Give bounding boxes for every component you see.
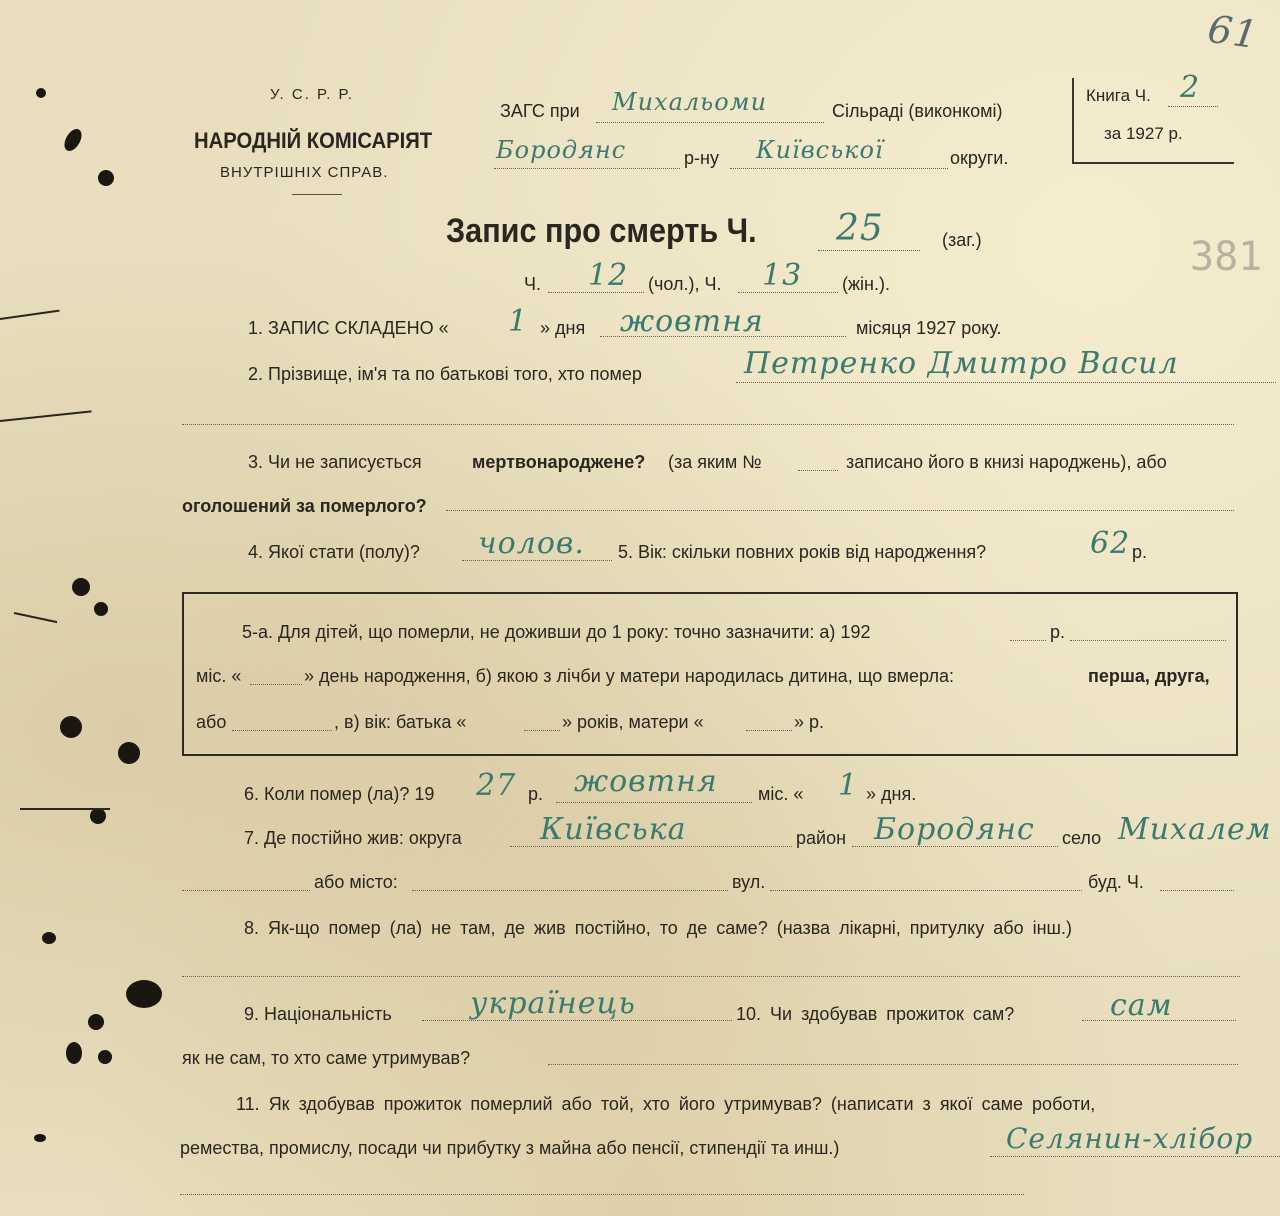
f1-month-line — [600, 336, 846, 337]
raion-label: р-ну — [684, 148, 719, 168]
punch-hole — [72, 578, 90, 596]
f4-age-end: р. — [1132, 542, 1148, 562]
punch-hole — [98, 1050, 112, 1064]
book-line — [1168, 106, 1218, 107]
f5a-line3d: » р. — [794, 712, 825, 732]
book-value: 2 — [1180, 70, 1201, 105]
f9-nationality: українець — [470, 986, 636, 1021]
f5a-line3c: » років, матери « — [562, 712, 704, 732]
punch-hole — [61, 126, 85, 154]
f4-age: 62 — [1090, 526, 1131, 561]
male-label: (чол.), Ч. — [648, 274, 722, 294]
f11-line2: ремества, промислу, посади чи прибутку з майна або пенсії, стипендії та инш.) — [180, 1138, 840, 1158]
f7-city-label: або місто: — [314, 872, 398, 892]
f3-mid: (за яким № — [668, 452, 762, 472]
f3-end: записано його в книзі народжень), або — [846, 452, 1167, 472]
f5a-line1-end: р. — [1050, 622, 1066, 642]
f1-month: жовтня — [620, 304, 764, 339]
punch-hole — [34, 1134, 46, 1142]
council-label: Сільраді (виконкомі) — [832, 101, 1003, 121]
f7-okrug-line — [510, 846, 792, 847]
record-number-line — [818, 250, 920, 251]
f2-label: 2. Прізвище, ім'я та по батькові того, хто помер — [248, 364, 642, 384]
commissariat-title: НАРОДНІЙ КОМІСАРІЯТ — [194, 128, 433, 153]
raion-value: Бородянс — [496, 136, 627, 164]
f3-label: 3. Чи не записується — [248, 452, 422, 472]
paper-tear — [20, 808, 110, 810]
f6-label: 6. Коли помер (ла)? 19 — [244, 784, 435, 804]
f6-month-line — [556, 802, 752, 803]
punch-hole — [42, 932, 56, 944]
f4-age-label: 5. Вік: скільки повних років від народження? — [618, 542, 987, 562]
punch-hole — [90, 808, 106, 824]
record-number: 25 — [836, 208, 884, 249]
f6-r: р. — [528, 784, 544, 804]
f6-month: жовтня — [574, 764, 718, 799]
f10-line — [1082, 1020, 1236, 1021]
f7-raion: Бородянс — [874, 812, 1035, 847]
archive-mark: 61 — [1205, 6, 1262, 58]
stamp-number: 381 — [1190, 234, 1263, 280]
punch-hole — [118, 742, 140, 764]
punch-hole — [66, 1042, 82, 1064]
f5a-father-line — [524, 730, 560, 731]
punch-hole — [126, 980, 162, 1008]
f4-label: 4. Якої стати (полу)? — [248, 542, 420, 562]
f1-day: 1 — [508, 304, 529, 339]
f10-self: сам — [1110, 988, 1173, 1023]
f7-okrug: Київська — [540, 812, 687, 847]
book-label: Книга Ч. — [1086, 86, 1151, 105]
f9-label: 9. Національність — [244, 1004, 392, 1024]
f1-mid: » дня — [540, 318, 586, 338]
female-label: (жін.). — [842, 274, 890, 294]
f11-occ-line — [990, 1156, 1280, 1157]
male-line — [548, 292, 644, 293]
paper-tear — [14, 612, 57, 623]
f6-year: 27 — [476, 768, 517, 803]
f3-num-line — [798, 470, 838, 471]
f2-line — [736, 382, 1276, 383]
f5a-mother-line — [746, 730, 792, 731]
f6-end: » дня. — [866, 784, 917, 804]
f7-selo: Михалем — [1118, 812, 1272, 847]
f6-day: 1 — [838, 768, 859, 803]
f7-city-line — [412, 890, 728, 891]
f1-label: 1. ЗАПИС СКЛАДЕНО « — [248, 318, 449, 338]
ch-label: Ч. — [524, 274, 541, 294]
f11-line3 — [180, 1194, 1024, 1195]
f4-sex: чолов. — [478, 526, 585, 561]
f3-line2 — [446, 510, 1234, 511]
male-number: 12 — [588, 258, 629, 293]
okrug-value: Київської — [756, 136, 884, 164]
f11-occupation: Селянин-хлібор — [1006, 1122, 1254, 1155]
f2-line2 — [182, 424, 1234, 425]
zags-label: ЗАГС при — [500, 101, 580, 121]
f7-raion-line — [852, 846, 1058, 847]
year-label: за 1927 р. — [1104, 124, 1183, 143]
f8-label: 8. Як-що помер (ла) не там, де жив постійно, то де саме? (назва лікарні, притулку або інш.) — [244, 918, 1072, 938]
f7-city-pre-line — [182, 890, 310, 891]
f7-label: 7. Де постійно жив: округа — [244, 828, 462, 848]
f2-name: Петренко Дмитро Васил — [744, 346, 1179, 381]
f10-line2: як не сам, то хто саме утримував? — [182, 1048, 471, 1068]
f11-line1: 11. Як здобував прожиток померлий або той, хто його утримував? (написати з якої саме роботи, — [236, 1094, 1096, 1114]
ussr-label: У. С. Р. Р. — [270, 86, 354, 103]
raion-line — [494, 168, 680, 169]
dept-label: ВНУТРІШНІХ СПРАВ. — [220, 164, 389, 181]
punch-hole — [60, 716, 82, 738]
f3-bold2: оголошений за померлого? — [182, 496, 427, 516]
f5a-line2a: міс. « — [196, 666, 242, 686]
punch-hole — [94, 602, 108, 616]
f4-sex-line — [462, 560, 612, 561]
f9-nat-line — [422, 1020, 732, 1021]
village-value: Михальоми — [612, 88, 768, 116]
female-number: 13 — [762, 258, 803, 293]
f7-street-label: вул. — [732, 872, 766, 892]
f6-mis: міс. « — [758, 784, 804, 804]
f5a-line1-tail — [1070, 640, 1226, 641]
f10-line2-fill — [548, 1064, 1238, 1065]
punch-hole — [88, 1014, 104, 1030]
f1-end: місяця 1927 року. — [856, 318, 1002, 338]
f7-raion-label: район — [796, 828, 847, 848]
f7-house-label: буд. Ч. — [1088, 872, 1144, 892]
f10-label: 10. Чи здобував прожиток сам? — [736, 1004, 1015, 1024]
female-line — [738, 292, 838, 293]
zag-label: (заг.) — [942, 230, 982, 250]
paper-tear — [0, 310, 60, 320]
f7-house-line — [1160, 890, 1234, 891]
okrug-line — [730, 168, 948, 169]
f7-selo-label: село — [1062, 828, 1102, 848]
okrug-label: округи. — [950, 148, 1009, 168]
f3-bold1: мертвонароджене? — [472, 452, 646, 472]
punch-hole — [36, 88, 46, 98]
paper-tear — [0, 410, 92, 422]
f5a-line2b: » день народження, б) якою з лічби у матери народилась дитина, що вмерла: — [304, 666, 954, 686]
f5a-line2-bold: перша, друга, — [1088, 666, 1210, 686]
village-line — [596, 122, 824, 123]
f5a-order-line — [232, 730, 332, 731]
f5a-year-line — [1010, 640, 1046, 641]
f5a-line3a: або — [196, 712, 227, 732]
f5a-line3b: , в) вік: батька « — [334, 712, 467, 732]
f5a-line1: 5-а. Для дітей, що померли, не доживши до 1 року: точно зазначити: а) 192 — [242, 622, 871, 642]
record-title: Запис про смерть Ч. — [446, 212, 757, 250]
header-rule — [292, 194, 342, 195]
f7-street-line — [770, 890, 1082, 891]
f5a-day-line — [250, 684, 302, 685]
f8-line — [182, 976, 1240, 977]
punch-hole — [98, 170, 114, 186]
